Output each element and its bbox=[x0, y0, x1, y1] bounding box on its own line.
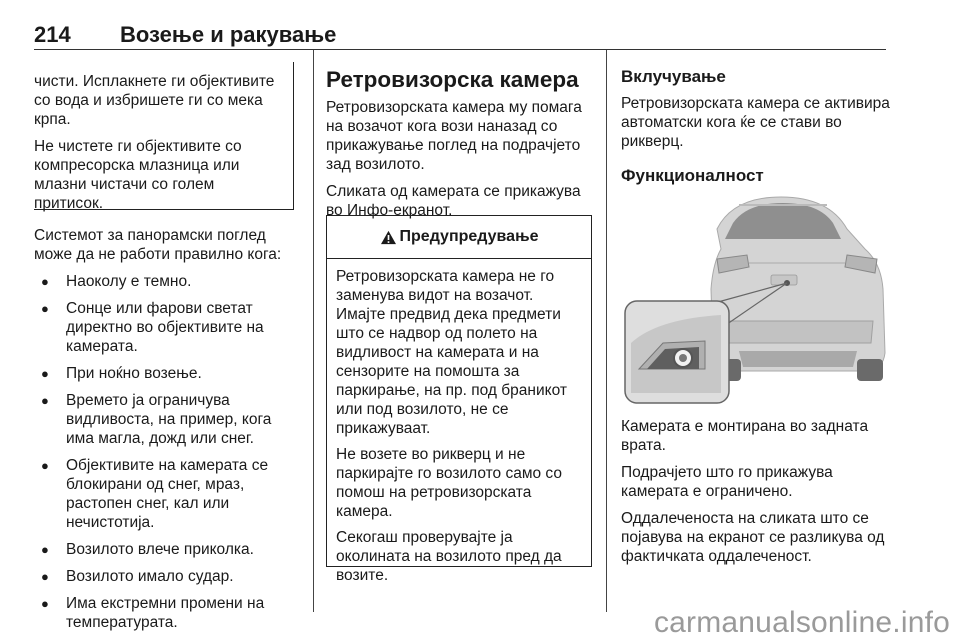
list-item: ● При ноќно возење. bbox=[34, 364, 302, 383]
section-title: Ретровизорска камера bbox=[326, 67, 579, 92]
note-paragraph: Не чистете ги објективите со компресорска млазница или млазни чистачи со голем притисок. bbox=[34, 138, 242, 212]
conditions-list bbox=[34, 272, 302, 632]
header-rule bbox=[34, 49, 886, 50]
body-paragraph: Ретровизорската камера се активира автоматски кога ќе се стави во рикверц. bbox=[621, 95, 890, 150]
car-rear-camera-illustration bbox=[621, 193, 887, 405]
list-item: ● Возилото имало судар. bbox=[34, 567, 302, 586]
continued-note-box bbox=[34, 62, 294, 210]
chapter-title: Возење и ракување bbox=[120, 22, 337, 47]
warning-header bbox=[327, 216, 591, 259]
body-paragraph: Камерата е монтирана во задната врата. bbox=[621, 418, 869, 454]
left-column-body bbox=[34, 226, 302, 640]
warning-body bbox=[327, 259, 591, 585]
body-paragraph: Ретровизорската камера му помага на возачот кога вози наназад со прикажување поглед на подрачјето зад возилото. bbox=[326, 99, 582, 173]
watermark: carmanualsonline.info bbox=[653, 606, 950, 639]
list-item: ● Возилото влече приколка. bbox=[34, 540, 302, 559]
subsection-heading: Вклучување bbox=[621, 67, 726, 86]
list-item: ● Сонце или фарови светат директно во објективите на камерата. bbox=[34, 299, 302, 356]
list-item: ● Има екстремни промени на температурата. bbox=[34, 594, 302, 632]
warning-title: Предупредување bbox=[399, 228, 539, 245]
body-paragraph: Сликата од камерата се прикажува во Инфо-екранот. bbox=[326, 183, 581, 219]
column-divider-1 bbox=[313, 50, 314, 612]
column-divider-2 bbox=[606, 50, 607, 612]
body-paragraph: Подрачјето што го прикажува камерата е ограничено. bbox=[621, 464, 833, 500]
intro-paragraph: Системот за панорамски поглед може да не работи правилно кога: bbox=[34, 227, 282, 263]
body-paragraph: Оддалеченоста на сликата што се појавува на екранот се разликува од фактичката оддалеченост. bbox=[621, 510, 885, 565]
right-column bbox=[621, 66, 891, 193]
middle-column bbox=[326, 66, 596, 228]
page-number: 214 bbox=[34, 22, 71, 47]
warning-box bbox=[326, 215, 592, 584]
warning-paragraph: Секогаш проверувајте ја околината на возилото пред да возите. bbox=[336, 529, 562, 584]
note-paragraph: чисти. Исплакнете ги објективите со вода и избришете ги со мека крпа. bbox=[34, 73, 275, 128]
functionality-text bbox=[621, 417, 891, 574]
subsection-heading: Функционалност bbox=[621, 166, 764, 185]
list-item: ● Наоколу е темно. bbox=[34, 272, 302, 291]
warning-paragraph: Не возете во рикверц и не паркирајте го возилото само со помош на ретровизорската камера. bbox=[336, 446, 562, 520]
list-item: ● Времето ја ограничува видливоста, на пример, кога има магла, дожд или снег. bbox=[34, 391, 302, 448]
warning-paragraph: Ретровизорската камера не го заменува видот на возачот. Имајте предвид дека предмети што се надвор од полето на видливост на камерата и на сензорите на помошта за паркирање, на пр. под браникот или под возилото, не се прикажуваат. bbox=[336, 268, 567, 437]
list-item: ● Објективите на камерата се блокирани од снег, мраз, растопен снег, кал или нечистотија. bbox=[34, 456, 302, 532]
warning-triangle-icon bbox=[380, 230, 397, 245]
page-header bbox=[34, 22, 886, 48]
